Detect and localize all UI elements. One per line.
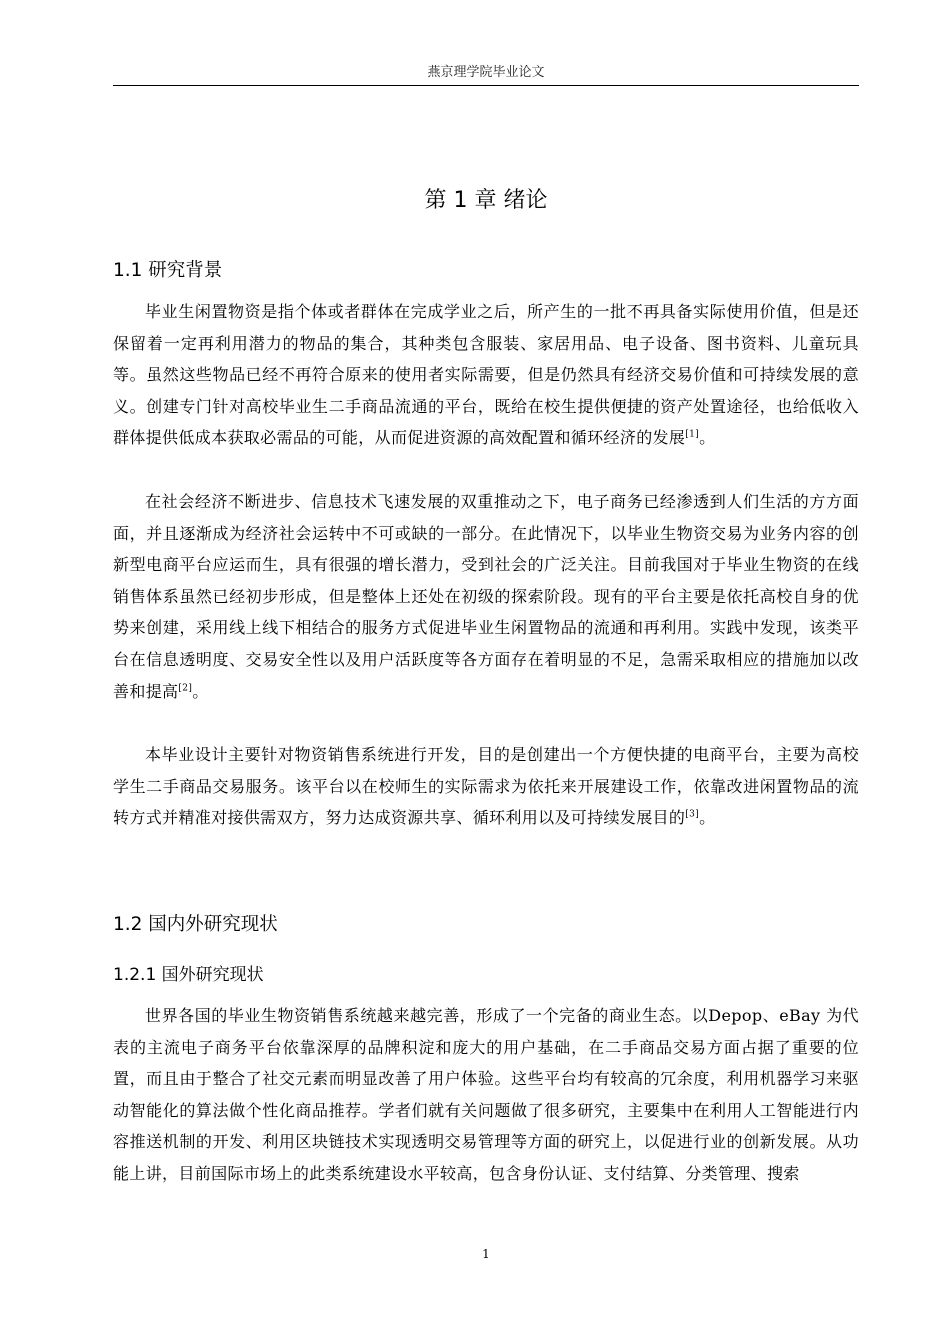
paragraph-text: 在社会经济不断进步、信息技术飞速发展的双重推动之下，电子商务已经渗透到人们生活的方方面面，并且逐渐成为经济社会运转中不可或缺的一部分。在此情况下，以毕业生物资交易为业务内容的创新型电商平台应运而生，具有很强的增长潜力，受到社会的广泛关注。目前我国对于毕业生物资的在线销售体系虽然已经初步形成，但是整体上还处在初级的探索阶段。现有的平台主要是依托高校自身的优势来创建，采用线上线下相结合的服务方式促进毕业生闲置物品的流通和再利用。实践中发现，该类平台在信息透明度、交易安全性以及用户活跃度等各方面存在着明显的不足，急需采取相应的措施加以改善和提高 [113,492,859,701]
paragraph [113,1000,859,1190]
paragraph-end: 。 [699,808,716,828]
paragraph [113,296,859,454]
citation-ref[interactable]: [1] [685,430,700,441]
subsection-title-1-2-1: 1.2.1 国外研究现状 [113,965,264,985]
paragraph [113,739,859,834]
page-header: 燕京理学院毕业论文 [427,65,545,80]
paragraph-end: 。 [192,681,209,701]
page-number: 1 [482,1247,490,1261]
section-title-1-1: 1.1 研究背景 [113,260,223,281]
paragraph-text: 本毕业设计主要针对物资销售系统进行开发，目的是创建出一个方便快捷的电商平台，主要为高校学生二手商品交易服务。该平台以在校师生的实际需求为依托来开展建设工作，依靠改进闲置物品的流转方式并精准对接供需双方，努力达成资源共享、循环利用以及可持续发展目的 [113,745,859,828]
chapter-title: 第 1 章 绪论 [424,188,548,213]
paragraph-text: 毕业生闲置物资是指个体或者群体在完成学业之后，所产生的一批不再具备实际使用价值，但是还保留着一定再利用潜力的物品的集合，其种类包含服装、家居用品、电子设备、图书资料、儿童玩具等。虽然这些物品已经不再符合原来的使用者实际需要，但是仍然具有经济交易价值和可持续发展的意义。创建专门针对高校毕业生二手商品流通的平台，既给在校生提供便捷的资产处置途径，也给低收入群体提供低成本获取必需品的可能，从而促进资源的高效配置和循环经济的发展 [113,302,859,448]
section-title-1-2: 1.2 国内外研究现状 [113,914,278,935]
citation-ref[interactable]: [3] [685,809,700,820]
paragraph [113,486,859,707]
citation-ref[interactable]: [2] [178,683,193,694]
paragraph-text: 世界各国的毕业生物资销售系统越来越完善，形成了一个完备的商业生态。以Depop、eBay 为代表的主流电子商务平台依靠深厚的品牌积淀和庞大的用户基础，在二手商品交易方面占据了重要的位置，而且由于整合了社交元素而明显改善了用户体验。这些平台均有较高的冗余度，利用机器学习来驱动智能化的算法做个性化商品推荐。学者们就有关问题做了很多研究，主要集中在利用人工智能进行内容推送机制的开发、利用区块链技术实现透明交易管理等方面的研究上，以促进行业的创新发展。从功能上讲，目前国际市场上的此类系统建设水平较高，包含身份认证、支付结算、分类管理、搜索 [113,1006,859,1183]
header-divider [113,85,859,86]
paragraph-end: 。 [699,428,716,448]
